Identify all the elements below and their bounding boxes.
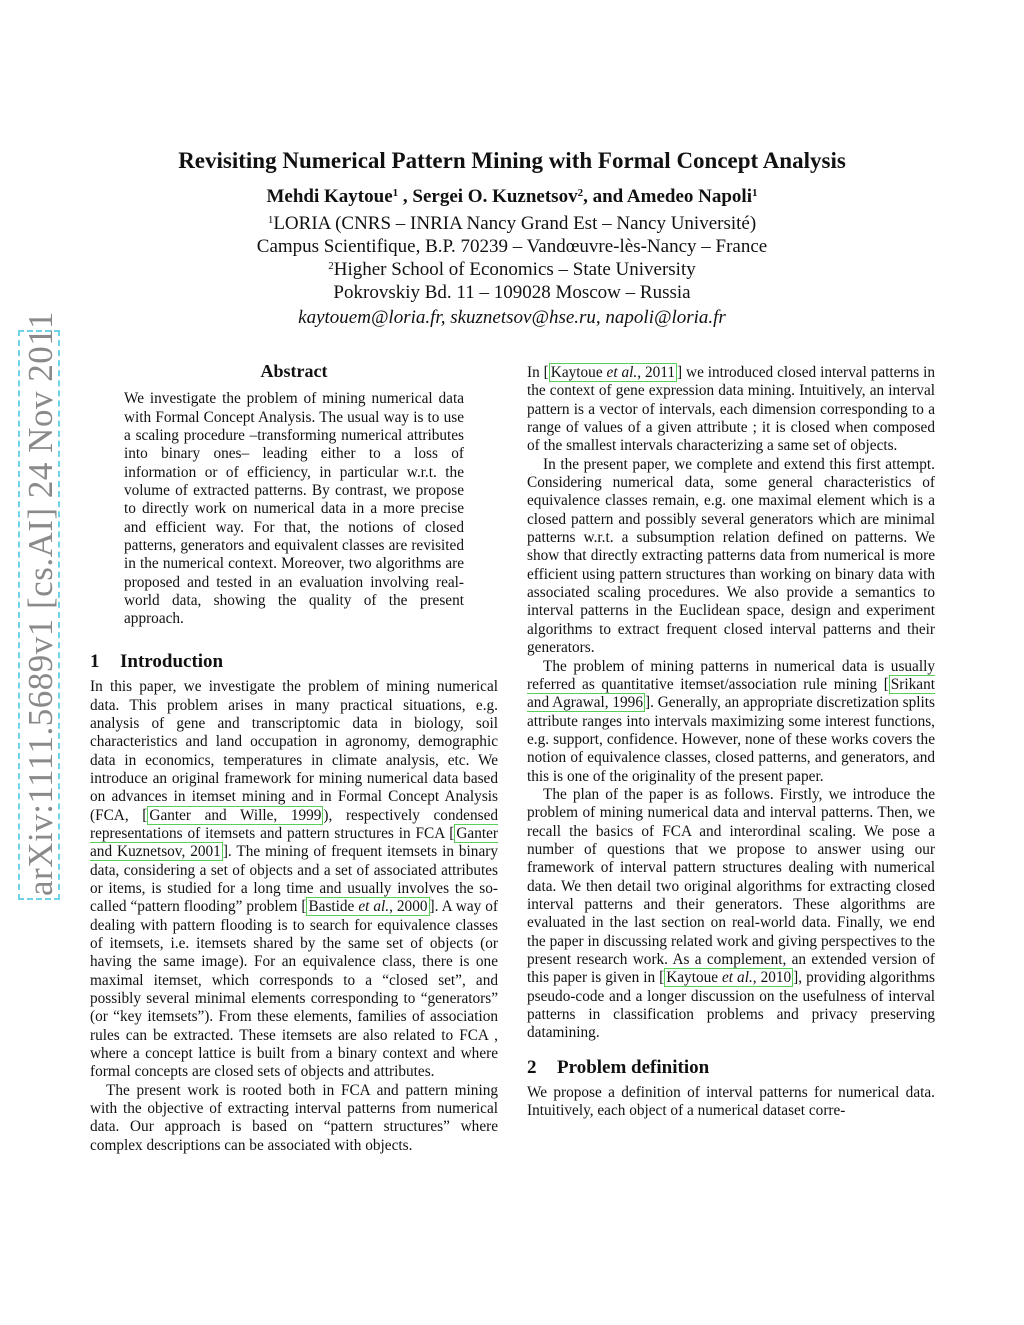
citation-etal: et al.: [722, 969, 753, 987]
citation-author: Kaytoue: [550, 364, 607, 381]
text-run: we introduced closed interval patterns in the context of gene expression data mining. Intuitively, an interval pattern is a vector of intervals, each dimension corresponding to a range of values of a given attribute ; it is closed when composed of the smallest intervals characterizing a same set of objects.: [527, 364, 935, 455]
author-affil-mark: 2: [577, 187, 584, 199]
citation-link[interactable]: [664, 968, 793, 987]
left-column: [90, 362, 498, 1155]
intro-paragraph: The present work is rooted both in FCA and pattern mining with the objective of extracting interval patterns from numerical data. Our approach is based on “pattern structures” where complex descriptions can be associated with objects.: [90, 1081, 498, 1154]
intro-paragraph: In [ Kaytoue et al., 2011 ] we introduced closed interval patterns in the context of gene expression data mining. Intuitively, an interval pattern is a vector of intervals, each dimension corresponding to a range of values of a given attribute ; it is closed when composed of the smallest intervals characterizing a same set of objects.: [527, 364, 935, 455]
citation-etal: et al.: [606, 364, 638, 381]
abstract-heading: Abstract: [260, 361, 328, 381]
section-number: 2: [527, 1056, 537, 1078]
intro-paragraph: In the present paper, we complete and extend this first attempt. Considering numerical data, some general characteristics of equivalence classes remain, e.g. one maximal element which is a closed pattern and possibly several generators which are minimal patterns w.r.t. a subsumption relation defined on patterns. We show that directly extracting patterns data from numerical is more efficient using pattern structures than working on binary data with associated scaling procedures. We also provide a semantics to interval patterns in the Euclidean space, design and experiment algorithms to extract frequent closed interval patterns and their generators.: [527, 455, 935, 657]
affiliation-text: LORIA (CNRS – INRIA Nancy Grand Est – Nancy Université): [273, 213, 757, 234]
paper-header: [120, 148, 904, 330]
author-name: , Sergei O. Kuznetsov: [398, 186, 578, 207]
abstract-body: [90, 390, 498, 628]
citation-etal: et al.: [358, 898, 390, 916]
author-list: [120, 186, 904, 208]
text-run: ), respectively condensed representations of itemsets and pattern structures in FCA: [90, 806, 499, 842]
section-heading-problem-definition: [527, 1056, 935, 1078]
text-run: . A way of dealing with pattern flooding is to search for equivalence classes of itemsets, i.e. itemsets shared by the same set of objects (or having the same image). For an equivalence class, there is one maximal itemset, which corresponds to a “closed set”, and possibly several minimal elements corresponding to “generators” (or “key itemsets”). From these elements, families of association rules can be extracted. These itemsets are also related to FCA , where a concept lattice is built from a binary context and where formal concepts are closed sets of objects and attributes.: [90, 898, 498, 1081]
problem-paragraph: We propose a definition of interval patterns for numerical data. Intuitively, each object of a numerical dataset corre-: [527, 1084, 935, 1120]
citation-link[interactable]: Ganter and Kuznetsov, 2001: [90, 824, 498, 861]
citation-year: , 2010: [752, 969, 792, 987]
author-name: , and Amedeo Napoli: [583, 186, 752, 207]
intro-paragraph: The plan of the paper is as follows. Firstly, we introduce the problem of mining numerical data and interval patterns. Then, we recall the basics of FCA and interordinal scaling. We pose a number of questions that we propose to answer using our framework of interval pattern structures dealing with numerical data. We then detail two original algorithms for extracting closed interval patterns and their generators. These algorithms are evaluated in the last section on real-world data. Finally, we end the paper in discussing related work and giving perspectives to the present research work. As a complement, an extended version of this paper is given in [ Kaytoue et al., 2010 ], providing algorithms pseudo-code and a longer discussion on the usefulness of interval patterns in classification problems and privacy preserving datamining.: [527, 785, 935, 1042]
citation-author: Bastide: [308, 898, 359, 916]
author-name: Mehdi Kaytoue: [266, 186, 393, 207]
affiliation-text: Higher School of Economics – State University: [333, 259, 696, 280]
abstract-text: We investigate the problem of mining numerical data with Formal Concept Analysis. The usual way is to use a scaling procedure –transforming numerical attributes into binary ones– leading either to a loss of information or of efficiency, in particular w.r.t. the volume of extracted patterns. By contrast, we propose to directly work on numerical data in a more precise and efficient way. For that, the notions of closed patterns, generators and equivalent classes are revisited in the numerical context. Moreover, two algorithms are proposed and tested in an evaluation involving real-world data, showing the quality of the present approach.: [124, 390, 464, 628]
intro-paragraph: The problem of mining patterns in numerical data is usually referred as quantitative itemset/association rule mining [ Srikant and Agrawal, 1996 ]. Generally, an appropriate discretization splits attribute ranges into intervals maximizing some interest functions, e.g. support, confidence. However, none of these works covers the notion of equivalence classes, closed patterns, and generators, and this is one of the originality of the present paper.: [527, 657, 935, 785]
citation-year: , 2011: [637, 364, 675, 381]
section-title: Introduction: [120, 650, 224, 672]
text-run: , providing algorithms pseudo-code and a longer discussion on the usefulness of interval patterns in classification problems and privacy preserving datamining.: [527, 969, 935, 1042]
author-emails: kaytouem@loria.fr, skuznetsov@hse.ru, napoli@loria.fr: [298, 307, 726, 328]
affil-mark: 2: [328, 260, 334, 272]
text-run: In this paper, we investigate the problem of mining numerical data. This problem arises in many practical situations, e.g. analysis of gene and transcriptomic data in biology, soil characteristics and land occupation in agronomy, demographic data in economics, temperatures in climate analysis, etc. We introduce an original framework for mining numerical data based on advances in itemset mining and in Formal Concept Analysis (FCA,: [90, 678, 498, 824]
text-run: In: [527, 364, 544, 381]
affil-mark: 1: [267, 214, 274, 226]
affiliation-line: Pokrovskiy Bd. 11 – 109028 Moscow – Russia: [333, 282, 691, 303]
citation-link[interactable]: [306, 897, 429, 916]
section-title: Problem definition: [557, 1056, 710, 1078]
section-number: 1: [90, 650, 100, 672]
citation-year: , 2000: [389, 898, 428, 916]
text-run: . The mining of frequent itemsets in binary data, considering a set of objects and a set of associated attributes or items, is studied for a long time and usually involves the so-called “pattern flooding” problem: [90, 843, 498, 916]
text-run: The problem of mining patterns in numerical data is usually referred as quantitative itemset/association rule mining: [527, 657, 935, 693]
author-affil-mark: 1: [752, 187, 758, 199]
section-heading-introduction: [90, 650, 498, 672]
intro-paragraph: In this paper, we investigate the problem of mining numerical data. This problem arises in many practical situations, e.g. analysis of gene and transcriptomic data in biology, soil characteristics and land occupation in agronomy, demographic data in economics, temperatures in climate analysis, etc. We introduce an original framework for mining numerical data based on advances in itemset mining and in Formal Concept Analysis (FCA, [ Ganter and Wille, 1999 ), respectively condensed representations of itemsets and pattern structures in FCA [ Ganter and Kuznetsov, 2001 ]. The mining of frequent itemsets in binary data, considering a set of objects and a set of associated attributes or items, is studied for a long time and usually involves the so-called “pattern flooding” problem [ Bastide et al., 2000 ]. A way of dealing with pattern flooding is to search for equivalence classes of itemsets, i.e. itemsets shared by the same set of objects (or having the same image). For an equivalence class, there is one maximal itemset, which corresponds to a “closed set”, and possibly several minimal elements corresponding to “generators” (or “key itemsets”). From these elements, families of association rules can be extracted. These itemsets are also related to FCA , where a concept lattice is built from a binary context and where formal concepts are closed sets of objects and attributes.: [90, 678, 499, 1081]
citation-link[interactable]: [549, 363, 677, 382]
citation-link[interactable]: Ganter and Wille, 1999: [149, 806, 322, 824]
text-run: The plan of the paper is as follows. Firstly, we introduce the problem of mining numerical data and interval patterns. Then, we recall the basics of FCA and interordinal scaling. We pose a number of questions that we propose to answer using our framework of interval pattern structures dealing with numerical data. We then detail two original algorithms for extracting closed interval patterns and their generators. These algorithms are evaluated in the last section on real-world data. Finally, we end the paper in discussing related work and giving perspectives to the present research work. As a complement, an extended version of this paper is given in: [527, 785, 935, 987]
author-affil-mark: 1: [392, 187, 399, 199]
paper-title: Revisiting Numerical Pattern Mining with Formal Concept Analysis: [178, 148, 846, 173]
citation-link[interactable]: Srikant and Agrawal, 1996: [527, 675, 935, 712]
arxiv-identifier: arXiv:1111.5689v1 [cs.AI] 24 Nov 2011: [21, 311, 60, 896]
affiliation-line: [120, 258, 904, 281]
affiliation-line: [120, 212, 904, 235]
citation-author: Kaytoue: [666, 969, 723, 987]
text-run: . Generally, an appropriate discretization splits attribute ranges into intervals maximizing some interest functions, e.g. support, confidence. However, none of these works covers the notion of equivalence classes, closed patterns, and generators, and this is one of the originality of the present paper.: [527, 694, 935, 785]
affiliation-line: Campus Scientifique, B.P. 70239 – Vandœuvre-lès-Nancy – France: [256, 236, 768, 257]
right-column: [527, 364, 935, 1121]
